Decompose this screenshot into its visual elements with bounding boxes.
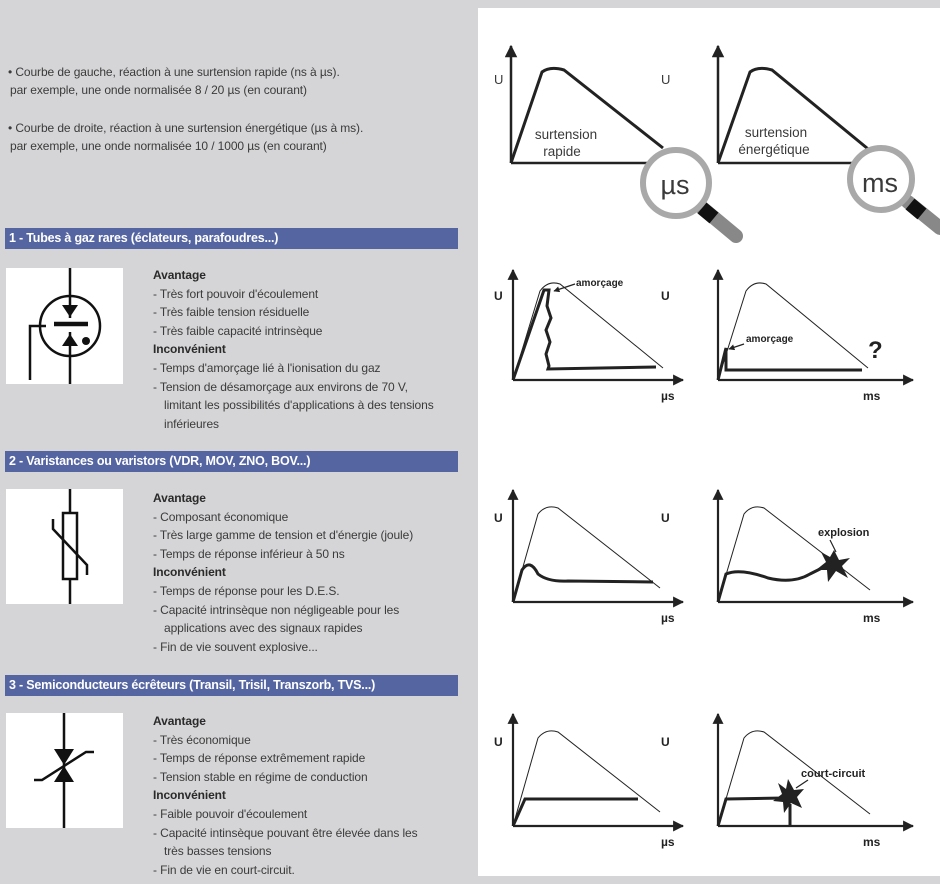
varistor-icon bbox=[6, 489, 123, 604]
u-axis-label: U bbox=[494, 289, 503, 303]
curve-label-line-1: surtension bbox=[744, 125, 808, 140]
graph-gas-tube-fast bbox=[494, 270, 683, 403]
graph-fast-surge bbox=[494, 46, 736, 236]
u-axis-label: U bbox=[494, 735, 503, 749]
graph-varistor-fast bbox=[494, 490, 683, 625]
advantage-item: - Temps de réponse extrêmement rapide bbox=[153, 751, 366, 766]
drawback-title: Inconvénient bbox=[153, 565, 226, 580]
drawback-item: - Temps de réponse pour les D.E.S. bbox=[153, 583, 340, 598]
graph-tvs-fast bbox=[494, 714, 683, 849]
gas-tube-symbol bbox=[6, 268, 123, 384]
reference-wave bbox=[718, 507, 870, 602]
gas-discharge-tube-icon bbox=[6, 268, 123, 384]
u-axis-label: U bbox=[661, 289, 670, 303]
drawback-title: Inconvénient bbox=[153, 788, 226, 803]
advantage-item: - Très fort pouvoir d'écoulement bbox=[153, 286, 319, 301]
u-axis-label: U bbox=[661, 72, 671, 87]
intro-right-line-1: • Courbe de droite, réaction à une surtension énergétique (µs à ms). bbox=[8, 121, 364, 135]
time-unit-label: µs bbox=[661, 611, 675, 625]
section-header-semiconductors: 3 - Semiconducteurs écrêteurs (Transil, Trisil, Transzorb, TVS...) bbox=[5, 675, 458, 696]
reference-wave bbox=[513, 507, 660, 602]
response-curves-panel bbox=[478, 8, 940, 876]
amorcage-pointer bbox=[729, 344, 744, 349]
drawback-item: applications avec des signaux rapides bbox=[164, 621, 363, 636]
advantage-title: Avantage bbox=[153, 268, 206, 282]
time-unit-label: ms bbox=[863, 611, 881, 625]
reference-wave bbox=[718, 283, 868, 380]
court-circuit-label: court-circuit bbox=[801, 768, 866, 780]
question-mark: ? bbox=[868, 337, 883, 364]
drawback-item: - Tension de désamorçage aux environs de 70 V, bbox=[153, 379, 408, 394]
time-unit-slow: ms bbox=[862, 168, 898, 198]
graph-gas-tube-slow bbox=[661, 270, 913, 403]
intro-left-line-1: • Courbe de gauche, réaction à une surtension rapide (ns à µs). bbox=[8, 65, 340, 79]
explosion-label: explosion bbox=[818, 527, 870, 539]
advantage-item: - Très faible capacité intrinsèque bbox=[153, 323, 323, 338]
time-unit-label: ms bbox=[863, 389, 881, 403]
reference-wave bbox=[513, 283, 663, 380]
graph-tvs-slow bbox=[661, 714, 913, 849]
tvs-symbol bbox=[6, 713, 123, 828]
time-unit-label: µs bbox=[661, 835, 675, 849]
u-axis-label: U bbox=[661, 511, 670, 525]
explosion-burst bbox=[816, 550, 850, 582]
clamped-curve bbox=[718, 564, 830, 602]
tvs-diode-icon bbox=[6, 713, 123, 828]
time-unit-label: µs bbox=[661, 389, 675, 403]
advantage-item: - Composant économique bbox=[153, 509, 289, 524]
drawback-item: - Capacité intinsèque pouvant être élevée dans les bbox=[153, 825, 418, 840]
amorcage-label: amorçage bbox=[746, 334, 794, 345]
amorcage-label: amorçage bbox=[576, 278, 624, 289]
advantage-item: - Temps de réponse inférieur à 50 ns bbox=[153, 546, 345, 561]
section-header-gas-tubes: 1 - Tubes à gaz rares (éclateurs, parafoudres...) bbox=[5, 228, 458, 249]
advantage-item: - Très économique bbox=[153, 732, 251, 747]
time-unit-label: ms bbox=[863, 835, 881, 849]
advantage-item: - Très large gamme de tension et d'énergie (joule) bbox=[153, 528, 414, 543]
court-circuit-pointer bbox=[796, 780, 808, 788]
advantage-item: - Très faible tension résiduelle bbox=[153, 305, 310, 320]
drawback-item: inférieures bbox=[164, 416, 219, 431]
drawback-item: - Capacité intrinsèque non négligeable pour les bbox=[153, 602, 400, 617]
section-header-varistors: 2 - Varistances ou varistors (VDR, MOV, ZNO, BOV...) bbox=[5, 451, 458, 472]
varistor-symbol bbox=[6, 489, 123, 604]
advantage-item: - Tension stable en régime de conduction bbox=[153, 769, 368, 784]
drawback-title: Inconvénient bbox=[153, 342, 226, 357]
u-axis-label: U bbox=[494, 511, 503, 525]
curve-label-line-2: rapide bbox=[543, 144, 581, 159]
drawback-item: - Fin de vie souvent explosive... bbox=[153, 639, 318, 654]
u-axis-label: U bbox=[661, 735, 670, 749]
advantage-title: Avantage bbox=[153, 491, 206, 505]
intro-right-line-2: par exemple, une onde normalisée 10 / 1000 µs (en courant) bbox=[10, 139, 327, 153]
drawback-item: très basses tensions bbox=[164, 844, 272, 859]
explosion-pointer bbox=[830, 540, 836, 552]
surge-curve bbox=[511, 68, 663, 163]
clamped-curve bbox=[513, 565, 653, 602]
varistor-description bbox=[153, 489, 413, 656]
tvs-description bbox=[153, 712, 418, 879]
u-axis-label: U bbox=[494, 72, 504, 87]
intro-right bbox=[8, 119, 363, 155]
curve-label-line-2: énergétique bbox=[738, 142, 810, 157]
clamped-curve bbox=[718, 348, 862, 380]
gas-tube-description bbox=[153, 266, 434, 433]
amorcage-pointer bbox=[554, 284, 575, 291]
intro-left-line-2: par exemple, une onde normalisée 8 / 20 µs (en courant) bbox=[10, 83, 307, 97]
graph-varistor-slow bbox=[661, 490, 913, 625]
drawback-item: - Fin de vie en court-circuit. bbox=[153, 862, 295, 877]
response-curves-diagram bbox=[478, 8, 940, 876]
intro-left bbox=[8, 63, 340, 99]
clamped-curve bbox=[513, 799, 638, 826]
time-unit-fast: µs bbox=[660, 170, 690, 200]
drawback-item: limitant les possibilités d'applications à des tensions bbox=[164, 398, 434, 413]
curve-label-line-1: surtension bbox=[534, 127, 598, 142]
reference-wave bbox=[513, 731, 660, 826]
advantage-title: Avantage bbox=[153, 714, 206, 728]
drawback-item: - Temps d'amorçage lié à l'ionisation du gaz bbox=[153, 360, 381, 375]
drawback-item: - Faible pouvoir d'écoulement bbox=[153, 806, 308, 821]
